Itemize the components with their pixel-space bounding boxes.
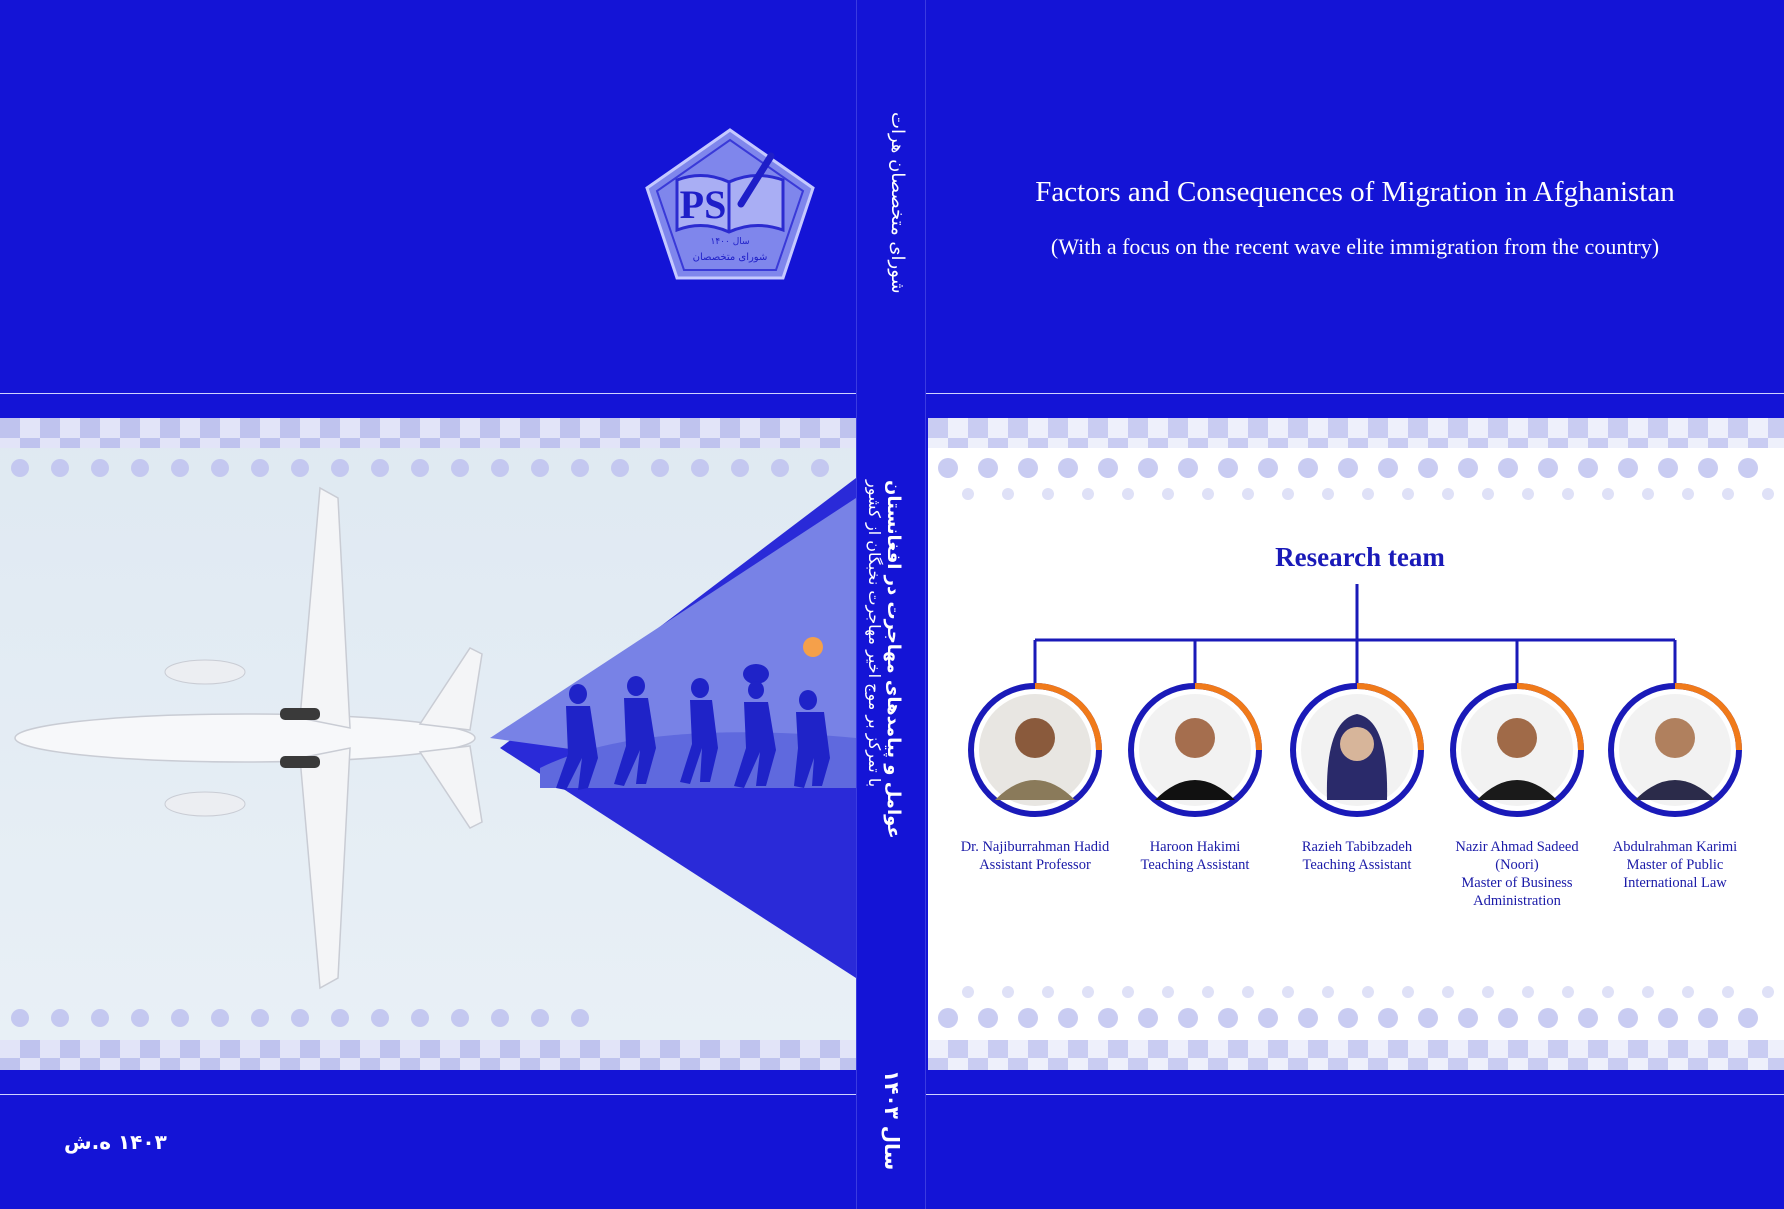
member-name: Abdulrahman Karimi (1612, 839, 1738, 855)
member-role: Master of Business Administration (1461, 875, 1573, 909)
member-role: Master of Public International Law (1623, 857, 1727, 891)
member-name: Haroon Hakimi (1149, 839, 1241, 855)
spine-year-fa: سال ۱۴۰۳ (880, 1070, 904, 1171)
team-member (1600, 680, 1750, 892)
member-name: Nazir Ahmad Sadeed (Noori) (1455, 839, 1579, 873)
front-year-fa: ۱۴۰۳ ه.ش (64, 1130, 167, 1154)
spine-subtitle-fa: با تمرکز بر موج اخیر مهاجرت نخبگان از کشور (865, 480, 884, 788)
research-team-title: Research team (1275, 542, 1445, 572)
member-role: Assistant Professor (979, 857, 1091, 873)
avatar (1605, 680, 1745, 820)
council-logo (643, 126, 817, 281)
member-name: Razieh Tabibzadeh (1301, 839, 1413, 855)
divider-bottom-front (0, 1094, 856, 1095)
team-member (1442, 680, 1592, 910)
member-name: Dr. Najiburrahman Hadid (960, 839, 1110, 855)
sun-icon (803, 637, 823, 657)
back-subtitle-en: (With a focus on the recent wave elite immigration from the country) (1050, 234, 1660, 259)
team-member (1282, 680, 1432, 874)
avatar (1287, 680, 1427, 820)
spine-title-fa: عوامل و پیامدهای مهاجرت در افغانستان (883, 480, 904, 839)
back-title-en: Factors and Consequences of Migration in Afghanistan (1035, 176, 1675, 208)
team-member (1120, 680, 1270, 874)
airplane-illustration (0, 418, 856, 1070)
team-member (960, 680, 1110, 874)
spine-org-fa: شورای متخصصان هرات (887, 112, 908, 294)
front-cover (0, 0, 856, 1209)
spine (856, 0, 926, 1209)
divider-top-back (926, 393, 1784, 394)
divider-top-front (0, 393, 856, 394)
avatar (1125, 680, 1265, 820)
logo-org: شورای متخصصان (692, 252, 768, 263)
member-role: Teaching Assistant (1302, 857, 1412, 873)
member-role: Teaching Assistant (1140, 857, 1250, 873)
logo-year: سال ۱۴۰۰ (710, 237, 750, 247)
divider-bottom-back (926, 1094, 1784, 1095)
avatar (1447, 680, 1587, 820)
avatar (965, 680, 1105, 820)
logo-letters: PS (679, 182, 727, 227)
